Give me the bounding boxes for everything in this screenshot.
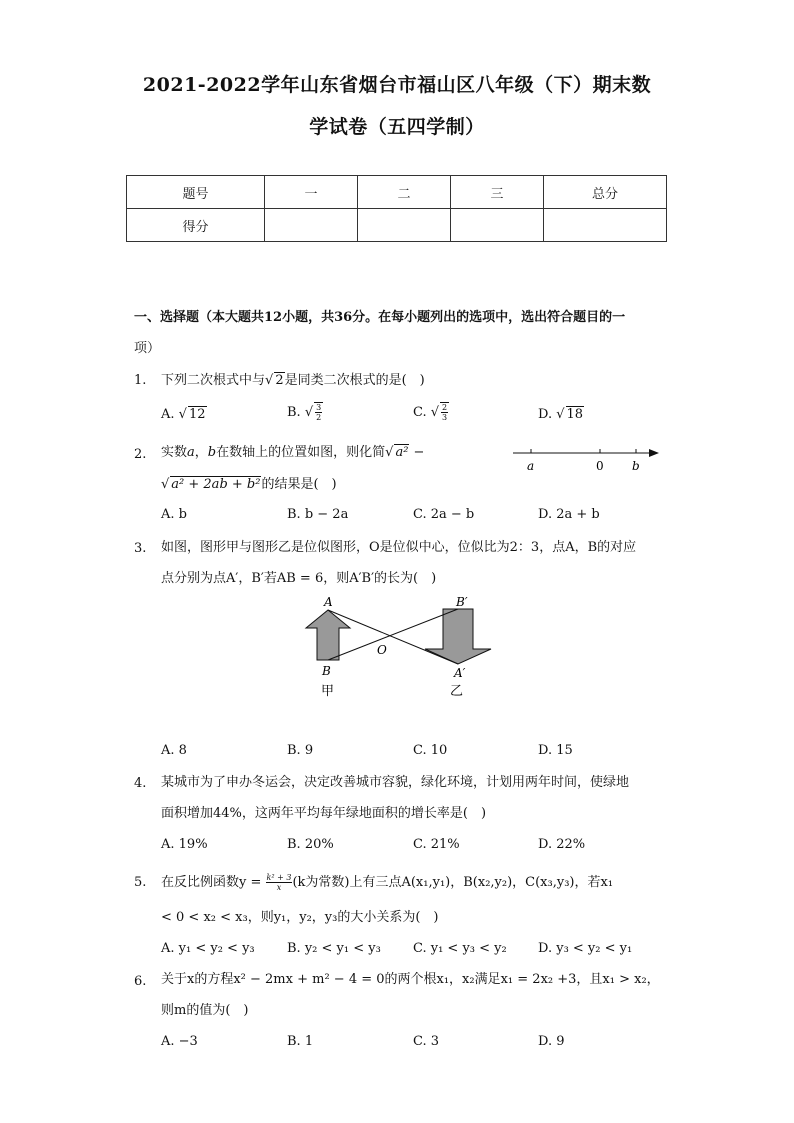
q1-option-d: D. √ 18	[538, 407, 584, 422]
question-5-stem-line2: < 0 < x₂ < x₃，则y₁，y₂，y₃的大小关系为( )	[161, 910, 439, 925]
q1-option-a: A. √ 12	[161, 407, 206, 422]
section-heading-line1: 一、选择题（本大题共12小题，共36分。在每小题列出的选项中，选出符合题目的一	[134, 310, 626, 325]
q4-option-a: A. 19%	[161, 837, 208, 852]
q4-option-c: C. 21%	[413, 837, 460, 852]
question-3-stem-line1: 如图，图形甲与图形乙是位似图形，O是位似中心，位似比为2：3，点A，B的对应	[161, 540, 637, 555]
var-a: a	[187, 445, 195, 460]
score-table-score-row	[127, 209, 667, 242]
paper-title-line2: 学试卷（五四学制）	[309, 116, 485, 138]
question-number: 5.	[134, 875, 147, 890]
q6-option-c: C. 3	[413, 1034, 440, 1049]
q5-text: 在反比例函数y =	[161, 875, 266, 890]
q2-text: 在数轴上的位置如图，则化简	[216, 445, 386, 460]
figure-label-yi: 乙	[450, 684, 464, 699]
q1-radical: 2	[275, 373, 284, 388]
q6-option-a: A. −3	[161, 1034, 198, 1049]
score-blank	[358, 209, 451, 242]
number-line-figure	[505, 440, 665, 476]
point-label-a2: A′	[454, 666, 466, 680]
q2-text: 的结果是( )	[261, 477, 337, 492]
question-6-stem-line2: 则m的值为( )	[161, 1003, 249, 1018]
point-label-b: B	[322, 664, 331, 678]
q1-option-b: B. √ $\frac{3}{2}$	[287, 403, 322, 422]
label-zero: 0	[596, 459, 604, 473]
q2-sep: ，	[194, 445, 208, 460]
frac-numerator: 3	[316, 403, 322, 412]
score-blank	[544, 209, 667, 242]
question-number: 3.	[134, 541, 147, 556]
q4-option-b: B. 20%	[287, 837, 334, 852]
q2-option-d: D. 2a + b	[538, 507, 600, 522]
question-number: 1.	[134, 373, 147, 388]
q3-option-c: C. 10	[413, 743, 448, 758]
option-label: B.	[287, 405, 301, 420]
q5-option-d: D. y₃ < y₂ < y₁	[538, 941, 633, 956]
question-4-stem-line2: 面积增加44%，这两年平均每年绿地面积的增长率是( )	[161, 806, 487, 821]
option-label: C.	[413, 405, 427, 420]
q2-option-c: C. 2a − b	[413, 507, 475, 522]
question-2-stem-line1: 实数a，b在数轴上的位置如图，则化简√ a² −	[161, 445, 425, 460]
score-cell-part3: 三	[451, 176, 544, 209]
option-label: A.	[161, 407, 175, 422]
q2-radical-2: a² + 2ab + b²	[171, 477, 261, 492]
question-6-stem-line1: 关于x的方程x² − 2mx + m² − 4 = 0的两个根x₁，x₂满足x₁ = 2x₂ +3，且x₁ > x₂，	[161, 972, 660, 987]
score-cell-part2: 二	[358, 176, 451, 209]
score-cell-part1: 一	[265, 176, 358, 209]
question-number: 4.	[134, 776, 147, 791]
q2-radical-1: a²	[395, 445, 409, 460]
q1-option-c: C. √ $\frac{2}{3}$	[413, 403, 448, 422]
score-blank	[265, 209, 358, 242]
paper-title-line1: 2021-2022学年山东省烟台市福山区八年级（下）期末数	[142, 74, 652, 96]
homothety-figure	[300, 594, 500, 702]
q6-option-b: B. 1	[287, 1034, 314, 1049]
q5-option-b: B. y₂ < y₁ < y₃	[287, 941, 381, 956]
q5-option-a: A. y₁ < y₂ < y₃	[161, 941, 255, 956]
frac-denominator: 2	[316, 413, 322, 422]
figure-yi-shape	[425, 609, 491, 664]
question-2-stem-line2: √ a² + 2ab + b²的结果是( )	[161, 477, 337, 492]
q5-option-c: C. y₁ < y₃ < y₂	[413, 941, 507, 956]
question-4-stem-line1: 某城市为了申办冬运会，决定改善城市容貌，绿化环境，计划用两年时间，使绿地	[161, 775, 630, 790]
option-radical: 18	[566, 407, 584, 422]
q3-option-b: B. 9	[287, 743, 314, 758]
q1-text-a: 下列二次根式中与	[161, 373, 266, 388]
q3-option-d: D. 15	[538, 743, 573, 758]
section-heading-line2: 项）	[134, 341, 161, 356]
score-cell-label: 题号	[127, 176, 265, 209]
point-label-b2: B′	[456, 595, 468, 609]
point-label-a: A	[324, 595, 333, 609]
q1-text-b: 是同类二次根式的是( )	[284, 373, 425, 388]
option-radical: 12	[188, 407, 206, 422]
option-label: D.	[538, 407, 553, 422]
question-3-stem-line2: 点分别为点A′，B′若AB = 6，则A′B′的长为( )	[161, 571, 437, 586]
q2-text: 实数	[161, 445, 188, 460]
line-a-a2	[328, 610, 458, 664]
figure-label-jia: 甲	[321, 684, 335, 699]
question-number: 6.	[134, 974, 147, 989]
q6-option-d: D. 9	[538, 1034, 565, 1049]
arrow-icon	[649, 449, 659, 457]
frac-numerator: k² + 3	[266, 873, 292, 882]
score-row-label: 得分	[127, 209, 265, 242]
var-b: b	[207, 445, 217, 460]
q3-option-a: A. 8	[161, 743, 187, 758]
q2-minus: −	[409, 445, 425, 460]
q5-text: (k为常数)上有三点A(x₁,y₁)，B(x₂,y₂)，C(x₃,y₃)，若x₁	[292, 875, 614, 890]
score-cell-total: 总分	[544, 176, 667, 209]
question-5-stem-line1	[161, 873, 613, 892]
label-a: a	[527, 459, 535, 473]
frac-denominator: x	[276, 883, 282, 892]
label-b: b	[632, 459, 640, 473]
question-1-stem: 下列二次根式中与√ 2是同类二次根式的是( )	[161, 373, 425, 388]
q4-option-d: D. 22%	[538, 837, 586, 852]
score-table-header-row	[127, 176, 667, 209]
frac-denominator: 3	[442, 413, 448, 422]
q2-option-b: B. b − 2a	[287, 507, 349, 522]
point-label-o: O	[377, 643, 387, 657]
frac-numerator: 2	[442, 403, 448, 412]
score-blank	[451, 209, 544, 242]
q2-option-a: A. b	[161, 507, 187, 522]
question-number: 2.	[134, 447, 147, 462]
figure-jia-shape	[306, 610, 350, 660]
score-table	[126, 175, 667, 242]
